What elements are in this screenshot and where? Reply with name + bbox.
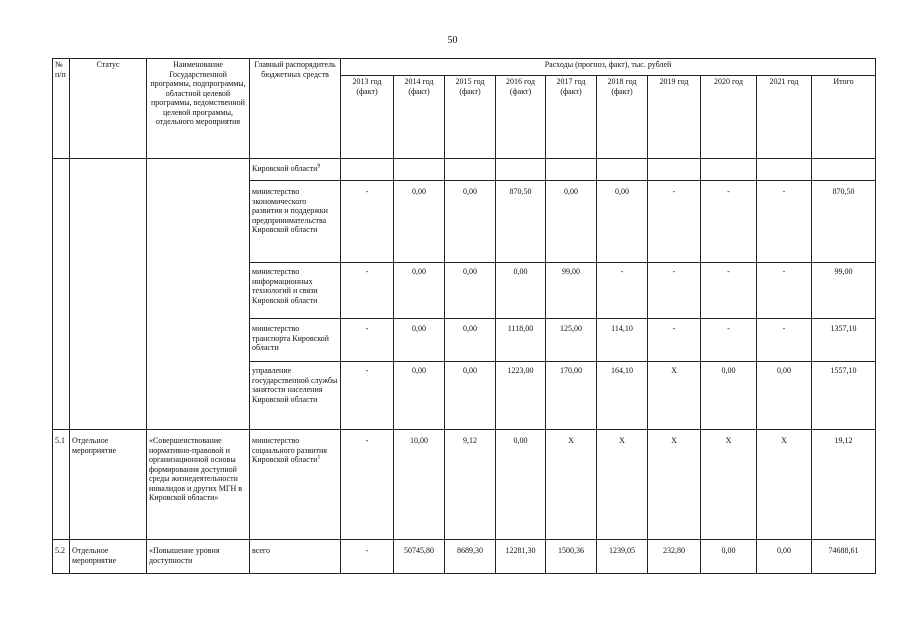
- cell: -: [597, 263, 648, 319]
- cell: 1239,05: [597, 540, 648, 574]
- cell: Х: [701, 430, 757, 540]
- cell: -: [757, 319, 812, 362]
- row-manager: министерство транспорта Кировской области: [250, 319, 341, 362]
- header-status: Статус: [70, 59, 147, 159]
- cell: 0,00: [394, 263, 445, 319]
- row-name: «Повышение уровня доступности: [147, 540, 250, 574]
- cell: -: [701, 319, 757, 362]
- cell: 0,00: [496, 263, 546, 319]
- cell: 870,50: [496, 181, 546, 263]
- cell: 114,10: [597, 319, 648, 362]
- cell: 0,00: [445, 181, 496, 263]
- cell: 0,00: [445, 319, 496, 362]
- header-year: 2013 год (факт): [341, 76, 394, 159]
- cell: 0,00: [394, 181, 445, 263]
- cell: -: [757, 263, 812, 319]
- header-expenses: Расходы (прогноз, факт), тыс. рублей: [341, 59, 876, 76]
- cell: 0,00: [597, 181, 648, 263]
- row-num: 5.2: [53, 540, 70, 574]
- cell: 870,50: [812, 181, 876, 263]
- table-row: [53, 430, 876, 540]
- header-year: 2014 год (факт): [394, 76, 445, 159]
- header-year: 2020 год: [701, 76, 757, 159]
- cell: 232,80: [648, 540, 701, 574]
- row-num: 5.1: [53, 430, 70, 540]
- cell: 99,00: [812, 263, 876, 319]
- header-num: № п/п: [53, 59, 70, 159]
- header-year: 2021 год: [757, 76, 812, 159]
- row-manager: управление государственной службы занятости населения Кировской области: [250, 362, 341, 430]
- cell: 74688,61: [812, 540, 876, 574]
- cell: Х: [546, 430, 597, 540]
- cell: 1557,10: [812, 362, 876, 430]
- cell: -: [701, 181, 757, 263]
- cell: 1118,00: [496, 319, 546, 362]
- cell: 50745,80: [394, 540, 445, 574]
- cell: 99,00: [546, 263, 597, 319]
- cell: 0,00: [445, 263, 496, 319]
- budget-table: [52, 58, 876, 574]
- cell: -: [757, 181, 812, 263]
- cell: [546, 159, 597, 181]
- page-number: 50: [447, 35, 458, 46]
- cell: 9,12: [445, 430, 496, 540]
- header-name: Наименование Государственной программы, подпрограммы, областной целевой программы, ведомственной целевой программы, отдельного мероприятия: [147, 59, 250, 159]
- header-year: 2015 год (факт): [445, 76, 496, 159]
- row-name: [147, 159, 250, 430]
- cell: [341, 159, 394, 181]
- cell: 164,10: [597, 362, 648, 430]
- row-name: «Совершенствование нормативно-правовой и организационной основы формирования доступной среды жизнедеятельности инвалидов и других МГН в Кировской области»: [147, 430, 250, 540]
- cell: [394, 159, 445, 181]
- cell: -: [648, 181, 701, 263]
- cell: 170,00: [546, 362, 597, 430]
- cell: Х: [648, 430, 701, 540]
- header-row-top: [53, 59, 876, 76]
- cell: -: [701, 263, 757, 319]
- cell: -: [341, 540, 394, 574]
- cell: [757, 159, 812, 181]
- cell: 0,00: [701, 362, 757, 430]
- row-manager: министерство экономического развития и поддержки предпринимательства Кировской области: [250, 181, 341, 263]
- cell: -: [341, 430, 394, 540]
- header-manager: Главный распорядитель бюджетных средств: [250, 59, 341, 159]
- header-year: 2019 год: [648, 76, 701, 159]
- row-manager: Кировской области$^9$: [250, 159, 341, 181]
- cell: 19,12: [812, 430, 876, 540]
- cell: -: [341, 263, 394, 319]
- cell: 10,00: [394, 430, 445, 540]
- row-status: Отдельное мероприятие: [70, 540, 147, 574]
- cell: 125,00: [546, 319, 597, 362]
- table-row: [53, 159, 876, 181]
- cell: 0,00: [394, 362, 445, 430]
- cell: 0,00: [394, 319, 445, 362]
- header-total: Итого: [812, 76, 876, 159]
- row-manager: министерство социального развития Кировской области$^1$: [250, 430, 341, 540]
- header-year: 2017 год (факт): [546, 76, 597, 159]
- cell: -: [648, 319, 701, 362]
- table-row: [53, 540, 876, 574]
- cell: Х: [757, 430, 812, 540]
- cell: [496, 159, 546, 181]
- cell: 0,00: [757, 362, 812, 430]
- cell: -: [648, 263, 701, 319]
- cell: [445, 159, 496, 181]
- row-manager: министерство информационных технологий и связи Кировской области: [250, 263, 341, 319]
- row-status: [70, 159, 147, 430]
- cell: 12281,30: [496, 540, 546, 574]
- cell: [597, 159, 648, 181]
- cell: Х: [597, 430, 648, 540]
- cell: 0,00: [496, 430, 546, 540]
- cell: -: [341, 319, 394, 362]
- cell: 0,00: [701, 540, 757, 574]
- row-status: Отдельное мероприятие: [70, 430, 147, 540]
- cell: -: [341, 181, 394, 263]
- cell: 8689,30: [445, 540, 496, 574]
- cell: 1223,00: [496, 362, 546, 430]
- header-year: 2016 год (факт): [496, 76, 546, 159]
- header-year: 2018 год (факт): [597, 76, 648, 159]
- cell: 0,00: [445, 362, 496, 430]
- cell: -: [341, 362, 394, 430]
- cell: 1500,36: [546, 540, 597, 574]
- cell: [648, 159, 701, 181]
- row-manager: всего: [250, 540, 341, 574]
- cell: [701, 159, 757, 181]
- row-num: [53, 159, 70, 430]
- cell: 1357,10: [812, 319, 876, 362]
- cell: 0,00: [757, 540, 812, 574]
- cell: Х: [648, 362, 701, 430]
- cell: 0,00: [546, 181, 597, 263]
- cell: [812, 159, 876, 181]
